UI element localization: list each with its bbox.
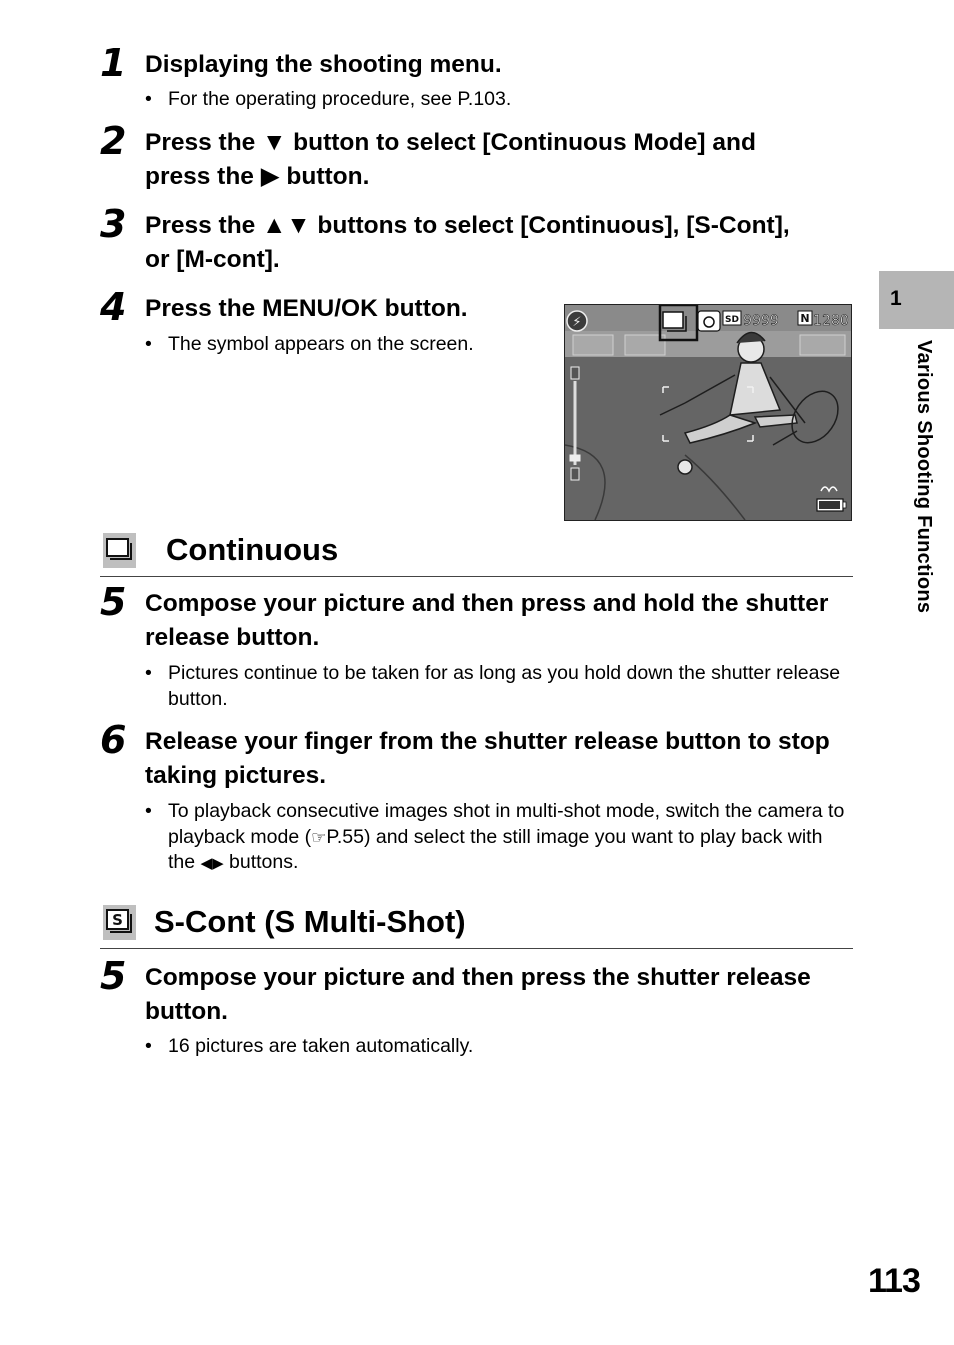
step-number: 5 bbox=[100, 954, 126, 998]
step-title: Press the MENU/OK button. bbox=[145, 295, 468, 322]
step-number: 6 bbox=[100, 718, 126, 762]
bullet-item: • To playback consecutive images shot in multi-shot mode, switch the camera to playback mode (☞P.55) and select the still image you want to play back with the ◀▶ buttons. bbox=[145, 800, 845, 873]
step-title: Press the ▼ button to select [Continuous Mode] and press the ▶ button. bbox=[145, 129, 756, 190]
page-reference-link[interactable]: P.55 bbox=[326, 825, 364, 848]
bullet-item: • 16 pictures are taken automatically. bbox=[145, 1035, 474, 1057]
step-number: 5 bbox=[100, 580, 126, 624]
chapter-number: 1 bbox=[890, 287, 902, 310]
bullet-item: • For the operating procedure, see P.103. bbox=[145, 88, 512, 110]
quality-icon: N bbox=[800, 312, 810, 325]
svg-text:⚡: ⚡ bbox=[572, 315, 582, 330]
step-number: 2 bbox=[100, 119, 126, 163]
continuous-mode-icon bbox=[103, 533, 136, 568]
bullet-item: • Pictures continue to be taken for as long as you hold down the shutter release button. bbox=[145, 662, 841, 710]
step-title: Displaying the shooting menu. bbox=[145, 51, 502, 78]
step-title: Press the ▲▼ buttons to select [Continuous], [S-Cont], or [M-cont]. bbox=[145, 212, 790, 273]
bullet-item: • The symbol appears on the screen. bbox=[145, 333, 474, 355]
section-heading-continuous: Continuous bbox=[100, 530, 853, 577]
down-arrow-icon: ▼ bbox=[262, 129, 287, 156]
section-heading-s-cont: S S-Cont (S Multi-Shot) bbox=[100, 902, 853, 949]
camera-lcd-image bbox=[564, 304, 852, 521]
svg-text:S: S bbox=[112, 911, 123, 929]
image-size: 1280 bbox=[813, 313, 849, 329]
page-number: 113 bbox=[868, 1262, 920, 1300]
step-number: 3 bbox=[100, 202, 126, 246]
step-title: Release your finger from the shutter release button to stop taking pictures. bbox=[145, 728, 830, 789]
chapter-title: Various Shooting Functions bbox=[913, 340, 935, 614]
continuous-mode-icon bbox=[663, 312, 686, 331]
s-cont-mode-icon bbox=[103, 905, 136, 940]
up-down-arrow-icon: ▲▼ bbox=[262, 212, 311, 239]
remaining-shots: 9999 bbox=[743, 313, 779, 329]
step-number: 4 bbox=[100, 285, 126, 329]
step-title: Compose your picture and then press and hold the shutter release button. bbox=[145, 590, 829, 651]
step-number: 1 bbox=[100, 41, 126, 85]
camera-lcd-illustration bbox=[565, 305, 851, 520]
sd-card-icon: SD bbox=[725, 315, 739, 325]
reference-hand-icon: ☞ bbox=[311, 827, 327, 847]
left-right-arrow-icon: ◀▶ bbox=[200, 855, 224, 872]
step-title: Compose your picture and then press the shutter release button. bbox=[145, 964, 811, 1025]
right-arrow-icon: ▶ bbox=[260, 163, 280, 190]
